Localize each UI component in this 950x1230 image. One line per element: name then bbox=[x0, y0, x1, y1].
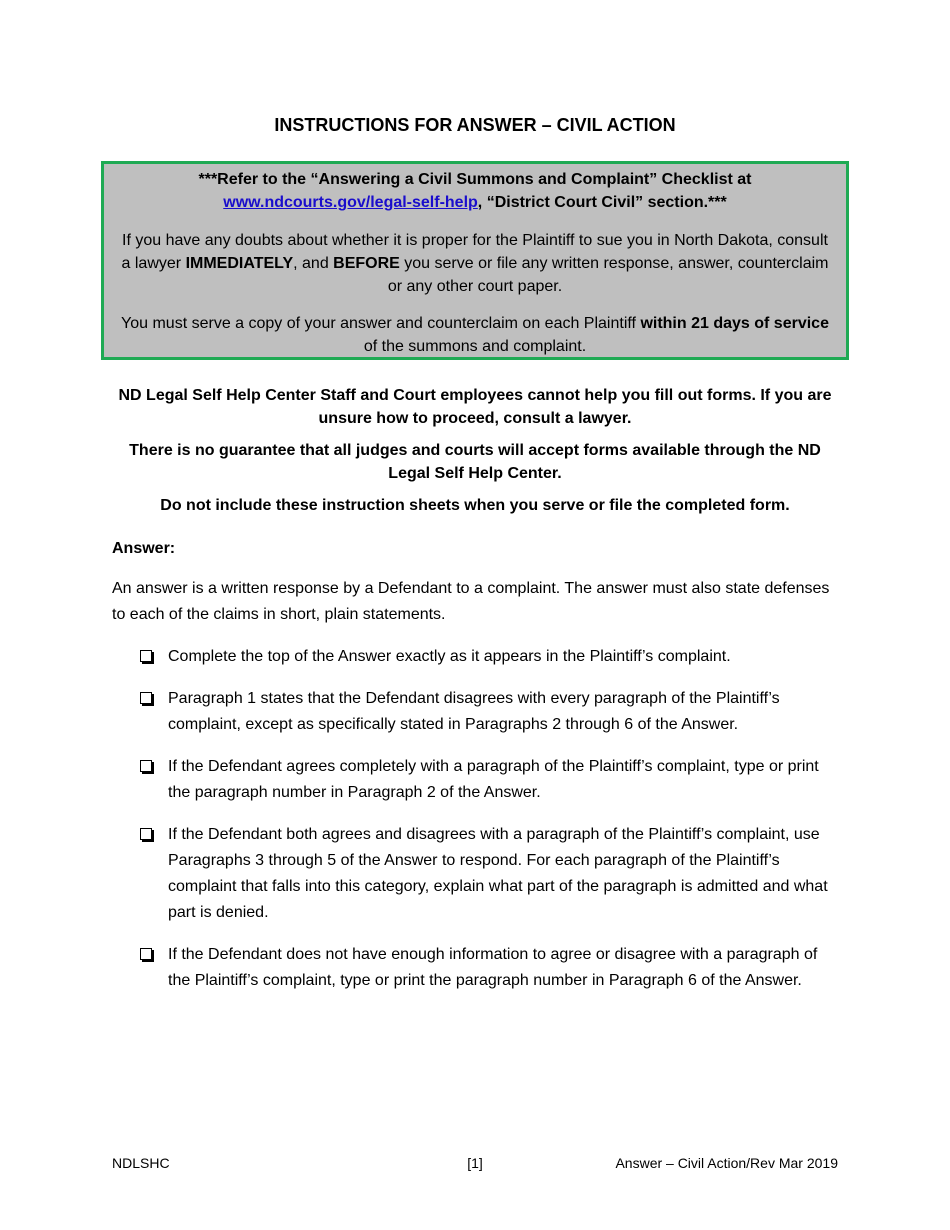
checklist-reference bbox=[114, 168, 836, 214]
list-item-text: If the Defendant does not have enough information to agree or disagree with a paragraph of the Plaintiff’s complaint, type or print the paragraph number in Paragraph 6 of the Answer. bbox=[168, 946, 818, 989]
page-number: [1] bbox=[467, 1155, 483, 1171]
serve-deadline-bold: within 21 days of service bbox=[640, 315, 829, 332]
footer-left: NDLSHC bbox=[112, 1155, 170, 1171]
checklist-prefix: ***Refer to the “Answering a Civil Summons and Complaint” Checklist at bbox=[198, 171, 752, 188]
doubt-warning bbox=[116, 229, 834, 298]
checkbox-icon bbox=[140, 828, 152, 840]
notice-box bbox=[101, 161, 849, 360]
checkbox-icon bbox=[140, 760, 152, 772]
list-item-text: Complete the top of the Answer exactly as it appears in the Plaintiff’s complaint. bbox=[168, 648, 731, 665]
page-title: INSTRUCTIONS FOR ANSWER – CIVIL ACTION bbox=[274, 115, 676, 135]
service-deadline bbox=[116, 312, 834, 358]
checkbox-icon bbox=[140, 692, 152, 704]
checkbox-icon bbox=[140, 650, 152, 662]
answer-heading: Answer: bbox=[112, 540, 176, 557]
doubt-text-3: you serve or file any written response, answer, counterclaim or any other court paper. bbox=[387, 255, 829, 295]
staff-notice: ND Legal Self Help Center Staff and Court employees cannot help you fill out forms. If you are unsure how to proceed, consult a lawyer. bbox=[118, 387, 832, 427]
doubt-text-1: If you have any doubts about whether it is proper for the Plaintiff to sue you in North Dakota, consult a lawyer bbox=[121, 232, 828, 272]
list-item-text: If the Defendant both agrees and disagrees with a paragraph of the Plaintiff’s complaint, use Paragraphs 3 through 5 of the Answer to respond. For each paragraph of the Plaintiff’s complaint that falls into this category, explain what part of the paragraph is admitted and what part is denied. bbox=[168, 826, 828, 921]
checkbox-icon bbox=[140, 948, 152, 960]
doubt-text-2: , and bbox=[293, 255, 334, 272]
exclude-notice: Do not include these instruction sheets when you serve or file the completed form. bbox=[160, 497, 790, 514]
list-item bbox=[138, 644, 843, 670]
checklist-suffix: , “District Court Civil” section.*** bbox=[477, 194, 727, 211]
guarantee-notice: There is no guarantee that all judges and courts will accept forms available through the ND Legal Self Help Center. bbox=[129, 442, 821, 482]
footer-right: Answer – Civil Action/Rev Mar 2019 bbox=[615, 1155, 838, 1171]
list-item bbox=[138, 686, 843, 738]
doubt-bold-immediately: IMMEDIATELY bbox=[185, 255, 294, 272]
serve-text-2: of the summons and complaint. bbox=[363, 338, 587, 355]
list-item-text: If the Defendant agrees completely with a paragraph of the Plaintiff’s complaint, type or print the paragraph number in Paragraph 2 of the Answer. bbox=[168, 758, 819, 801]
answer-intro: An answer is a written response by a Defendant to a complaint. The answer must also state defenses to each of the claims in short, plain statements. bbox=[112, 580, 830, 623]
doubt-bold-before: BEFORE bbox=[333, 255, 400, 272]
list-item bbox=[138, 754, 843, 806]
list-item bbox=[138, 942, 843, 994]
list-item bbox=[138, 822, 843, 926]
serve-text-1: You must serve a copy of your answer and counterclaim on each Plaintiff bbox=[121, 315, 641, 332]
list-item-text: Paragraph 1 states that the Defendant disagrees with every paragraph of the Plaintiff’s complaint, except as specifically stated in Paragraphs 2 through 6 of the Answer. bbox=[168, 690, 780, 733]
self-help-link[interactable]: www.ndcourts.gov/legal-self-help bbox=[223, 194, 478, 211]
